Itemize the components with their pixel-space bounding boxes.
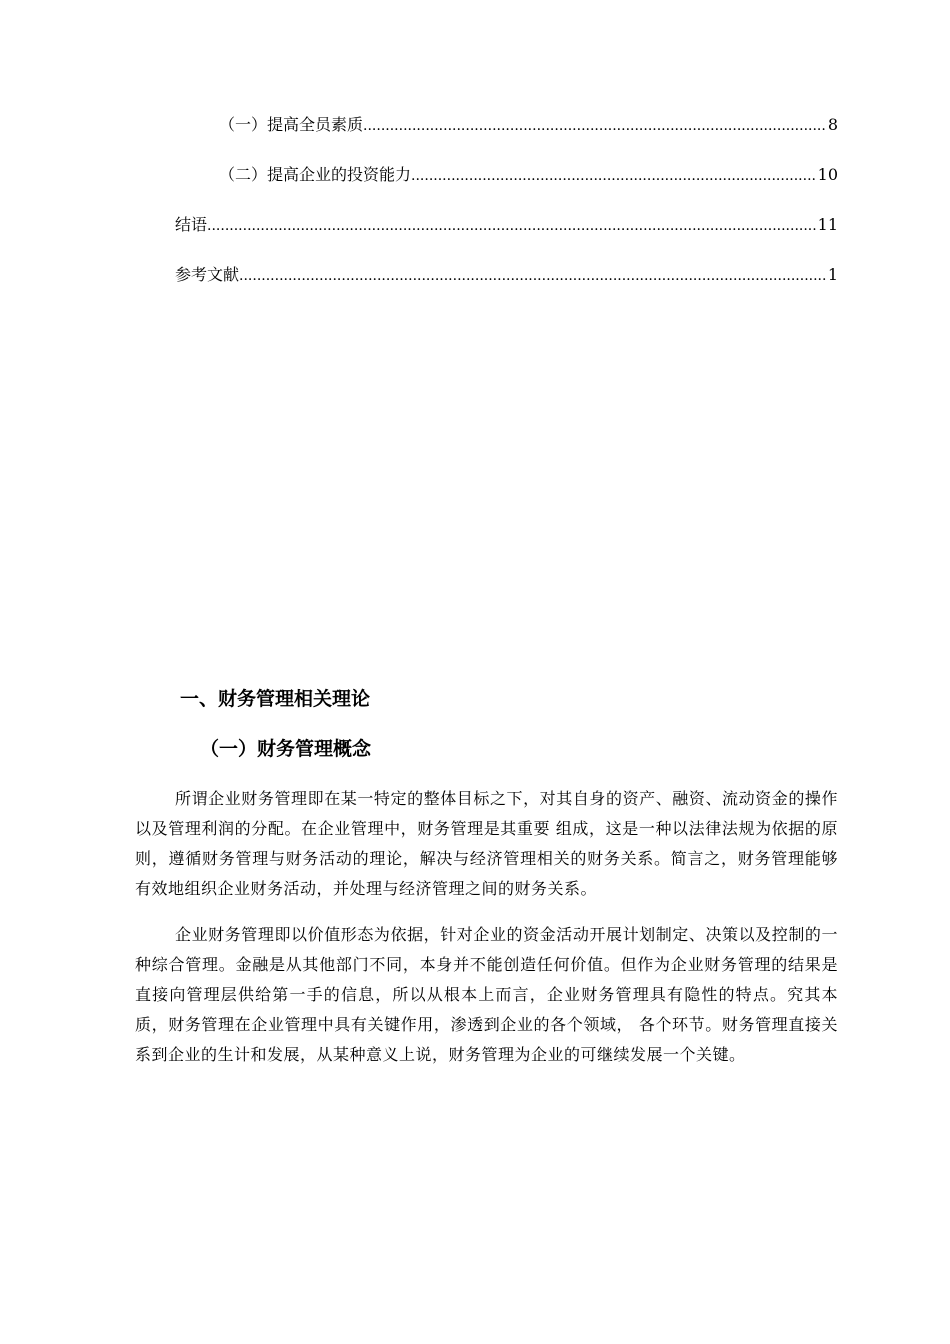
toc-entry-page: 10 [817,165,838,184]
body-paragraph: 企业财务管理即以价值形态为依据，针对企业的资金活动开展计划制定、决策以及控制的一种综合管理。金融是从其他部门不同，本身并不能创造任何价值。但作为企业财务管理的结果是直接向管理层供给第一手的信息，所以从根本上而言，企业财务管理具有隐性的特点。究其本质，财务管理在企业管理中具有关键作用，渗透到企业的各个领域， 各个环节。财务管理直接关系到企业的生计和发展，从某种意义上说，财务管理为企业的可继续发展一个关键。 [135,925,838,1064]
body-paragraph: 所谓企业财务管理即在某一特定的整体目标之下，对其自身的资产、融资、流动资金的操作以及管理利润的分配。在企业管理中，财务管理是其重要 组成，这是一种以法律法规为依据的原则，遵循财务管理与财务活动的理论，解决与经济管理相关的财务关系。简言之，财务管理能够有效地组织企业财务活动，并处理与经济管理之间的财务关系。 [135,789,838,898]
toc-entry-page: 1 [827,265,838,284]
toc-entry[interactable] [175,212,838,262]
toc-leader-dots [239,263,827,289]
toc-entry-label: （一）提高全员素质 [219,115,364,134]
toc-leader-dots [207,213,817,239]
table-of-contents [175,112,838,312]
toc-entry-label: 结语 [175,215,208,234]
toc-entry[interactable] [175,262,838,312]
section-heading: 一、财务管理相关理论 [180,688,371,710]
toc-entry-label: （二）提高企业的投资能力 [219,165,412,184]
body-section [135,684,838,1086]
toc-entry-page: 11 [817,215,838,234]
toc-entry[interactable] [175,112,838,162]
toc-leader-dots [363,113,827,139]
toc-entry-page: 8 [827,115,838,134]
toc-entry[interactable] [175,162,838,212]
section-subheading: （一）财务管理概念 [200,738,372,760]
toc-entry-label: 参考文献 [175,265,240,284]
toc-leader-dots [411,163,817,189]
